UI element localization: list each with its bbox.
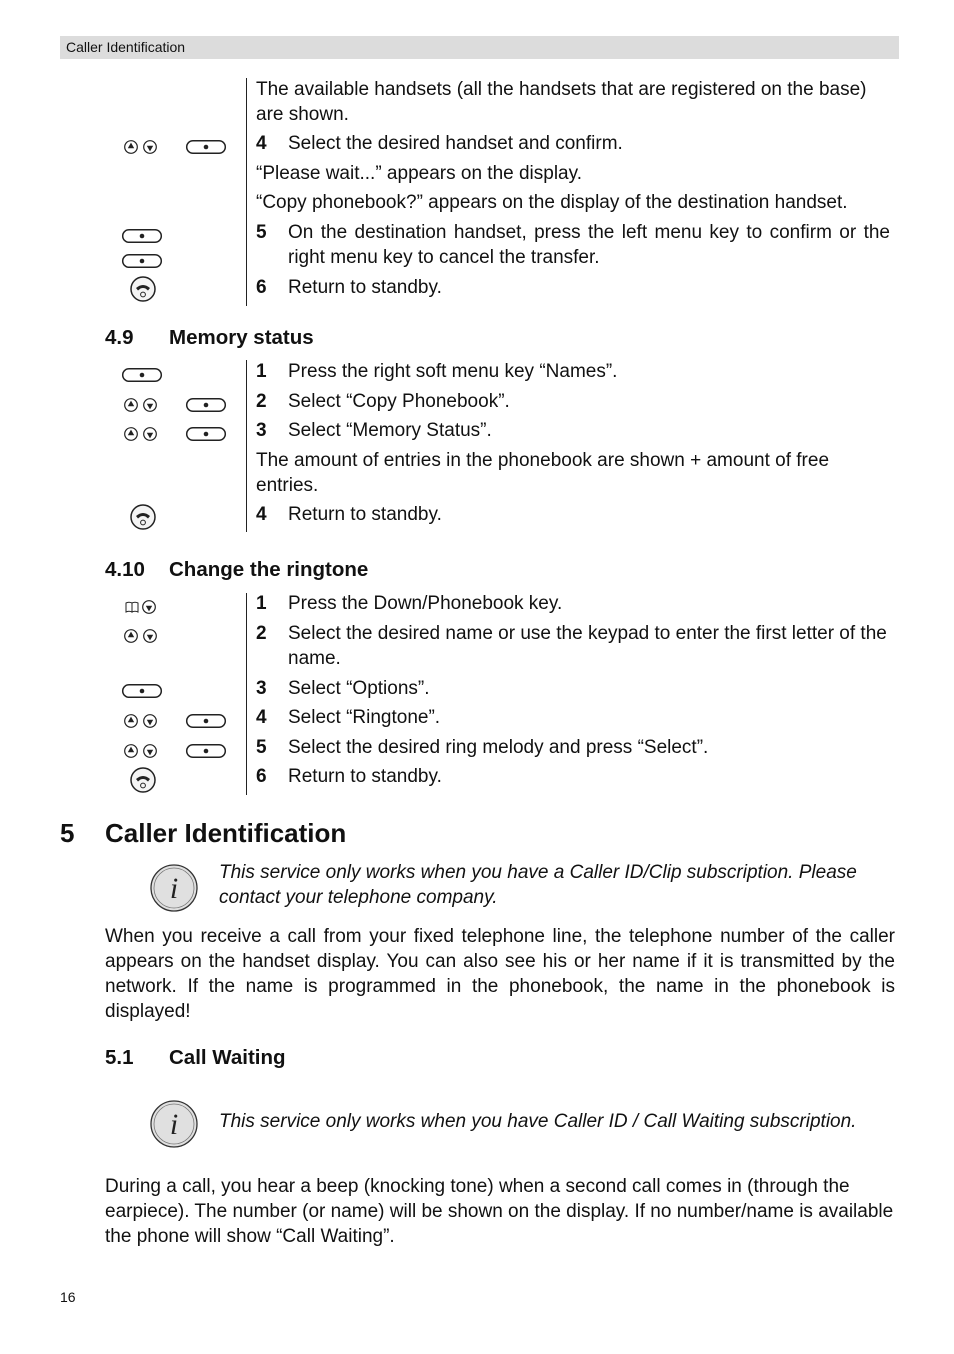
caller-id-body: When you receive a call from your fixed telephone line, the telephone number of the caller appears on the handset display. You can also see his or her name if it is transmitted by the network. If the name is programmed in the phonebook, the name in the phonebook is displayed! [105,926,895,1022]
step-text: On the destination handset, press the left menu key to confirm or the right menu key to cancel the transfer. [288,222,890,268]
page-number: 16 [60,1289,76,1305]
step-text: Select the desired name or use the keypad to enter the first letter of the name. [288,623,887,669]
chapter-title: Caller Identification [105,818,347,848]
section-number: 4.10 [105,558,145,581]
step-text: Press the Down/Phonebook key. [288,593,563,614]
end-call-key-icon [130,276,156,302]
up-down-keys-icon [123,139,159,155]
up-down-keys-icon [123,713,159,729]
call-waiting-body: During a call, you hear a beep (knocking tone) when a second call comes in (through the earpiece). The number (or name) will be shown on the display. If no number/name is available the phone will show “Call Waiting”. [105,1176,894,1247]
soft-menu-key-icon [186,140,226,154]
section-number: 4.9 [105,326,134,349]
step-number: 3 [256,420,267,441]
step-number: 4 [256,133,267,154]
copy-prompt-text: “Copy phonebook?” appears on the display of the destination handset. [256,192,848,213]
right-menu-key-icon [122,254,162,268]
step-text: Select the desired ring melody and press “Select”. [288,737,709,758]
up-down-keys-icon [123,397,159,413]
chapter-number: 5 [60,818,75,848]
step-number: 4 [256,504,267,525]
step-number: 2 [256,391,267,412]
step-number: 1 [256,593,267,614]
step-number: 6 [256,766,267,787]
up-down-keys-icon [123,628,159,644]
column-divider [246,593,247,795]
step-number: 5 [256,737,267,758]
intro-text: The available handsets (all the handsets that are registered on the base) are shown. [256,79,867,125]
soft-menu-key-icon [186,427,226,441]
section-title: Memory status [169,326,314,349]
step-text: Select “Options”. [288,678,430,699]
soft-menu-key-icon [122,368,162,382]
column-divider [246,78,247,306]
info-note-icon [150,864,198,912]
up-down-keys-icon [123,426,159,442]
end-call-key-icon [130,767,156,793]
step-text: Press the right soft menu key “Names”. [288,361,618,382]
soft-menu-key-icon [186,714,226,728]
step-text: Return to standby. [288,504,442,525]
end-call-key-icon [130,504,156,530]
section-title: Call Waiting [169,1046,286,1069]
soft-menu-key-icon [186,398,226,412]
up-down-keys-icon [123,743,159,759]
info-note-icon [150,1100,198,1148]
step-text: Select “Ringtone”. [288,707,441,728]
header-title: Caller Identification [66,39,186,55]
soft-menu-key-icon [122,684,162,698]
step-number: 5 [256,222,267,243]
step-text: Select the desired handset and confirm. [288,133,623,154]
step-text: Return to standby. [288,766,442,787]
section-title: Change the ringtone [169,558,369,581]
wait-text: “Please wait...” appears on the display. [256,163,582,184]
step-number: 2 [256,623,267,644]
step-number: 4 [256,707,267,728]
left-menu-key-icon [122,229,162,243]
soft-menu-key-icon [186,744,226,758]
column-divider [246,360,247,532]
step-number: 1 [256,361,267,382]
step-number: 3 [256,678,267,699]
step-number: 6 [256,277,267,298]
step-text: Select “Copy Phonebook”. [288,391,510,412]
section-number: 5.1 [105,1046,134,1069]
phonebook-down-key-icon [125,599,157,615]
step-text: Return to standby. [288,277,442,298]
call-waiting-note: This service only works when you have Caller ID / Call Waiting subscription. [219,1111,857,1132]
subscription-note: This service only works when you have a Caller ID/Clip subscription. Please contact your telephone company. [219,862,857,908]
memory-note: The amount of entries in the phonebook are shown + amount of free entries. [256,450,830,496]
step-text: Select “Memory Status”. [288,420,492,441]
running-header [60,36,899,59]
